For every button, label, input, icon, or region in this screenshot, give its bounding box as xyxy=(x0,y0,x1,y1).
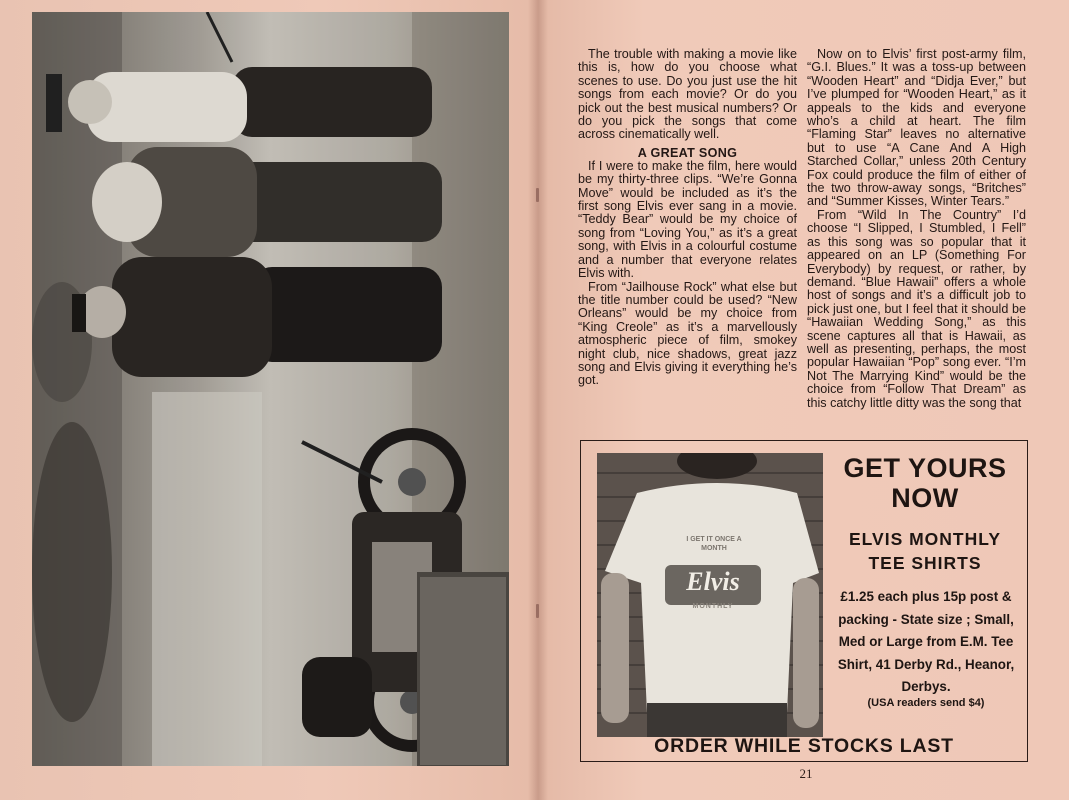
tee-shirt-photo xyxy=(597,453,823,737)
article-subheading: A GREAT SONG xyxy=(637,145,738,160)
article-text xyxy=(578,48,1026,432)
ad-price-details: £1.25 each plus 15p post & packing - State size ; Small, Med or Large from E.M. Tee Shirt, 41 Derby Rd., Heanor, Derbys. xyxy=(837,589,1015,694)
shirt-print-tagline: I GET IT ONCE A MONTH xyxy=(686,536,742,552)
shirt-logo: Elvis xyxy=(686,567,740,596)
article-paragraph: Now on to Elvis’ first post-army film, “G.I. Blues.” It was a toss-up between “Wooden Heart” and “Didja Ever,” but I’ve plumped for “Wooden Heart,” as it appeals to the kids and everyone who’s a child at heart. The film “Flaming Star” leaves no alternative but to use “A Cane And A High Starched Collar,” unless 20th Century Fox could produce the film of either of the two throw-away songs, “Britches” and “Summer Kisses, Winter Tears.” xyxy=(807,47,1026,209)
page-gutter xyxy=(528,0,548,800)
ad-usa-note: (USA readers send $4) xyxy=(867,697,985,709)
article-intro-paragraph: The trouble with making a movie like this is, how do you choose what scenes to use. Do you just use the hit songs from each movie? Or do you pick out the best musical numbers? Or do you pick the songs that come across cinematically well. xyxy=(578,47,797,142)
ad-headline xyxy=(825,453,1025,513)
shirt-print-monthly: MONTHLY xyxy=(692,603,734,610)
staple-top xyxy=(536,188,539,202)
ad-subheading xyxy=(825,527,1025,575)
article-paragraph: If I were to make the film, here would be my thirty-three clips. “We’re Gonna Move” would be included as it’s the first song Elvis ever sang in a movie. “Teddy Bear” would be my choice of song from “Loving You,” as it’s a great song, with Elvis in a colourful costume and a number that everyone relates Elvis with. xyxy=(578,158,797,281)
ad-sub-line1: ELVIS MONTHLY xyxy=(848,529,1002,549)
ad-headline-line2: NOW xyxy=(891,483,959,513)
ad-footer-banner: ORDER WHILE STOCKS LAST xyxy=(654,735,954,757)
staple-bottom xyxy=(536,604,539,618)
tee-shirt-advert xyxy=(580,440,1028,762)
elvis-motorcycle-photo xyxy=(32,12,509,766)
ad-headline-line1: GET YOURS xyxy=(843,453,1007,483)
page-number: 21 xyxy=(799,766,813,781)
ad-sub-line2: TEE SHIRTS xyxy=(868,553,982,573)
article-paragraph: From “Jailhouse Rock” what else but the title number could be used? “New Orleans” would be my choice from “King Creole” as it’s a marvellously atmospheric piece of film, smokey night club, nice shadows, great jazz song and Elvis giving it everything he’s got. xyxy=(578,279,797,388)
article-paragraph: From “Wild In The Country” I’d choose “I Slipped, I Stumbled, I Fell” as this song was so popular that it appeared on an LP (Something For Everybody) by request, or rather, by demand. “Blue Hawaii” offers a whole host of songs and it’s a difficult job to pick just one, but I feel that it should be “Hawaiian Wedding Song,” as this scene captures all that is Hawaii, as well as presenting, perhaps, the most popular Hawaiian “Pop” song ever. “I’m Not The Marrying Kind” would be the choice from “Follow That Dream” as this catchy little ditty was the song that xyxy=(807,207,1026,410)
